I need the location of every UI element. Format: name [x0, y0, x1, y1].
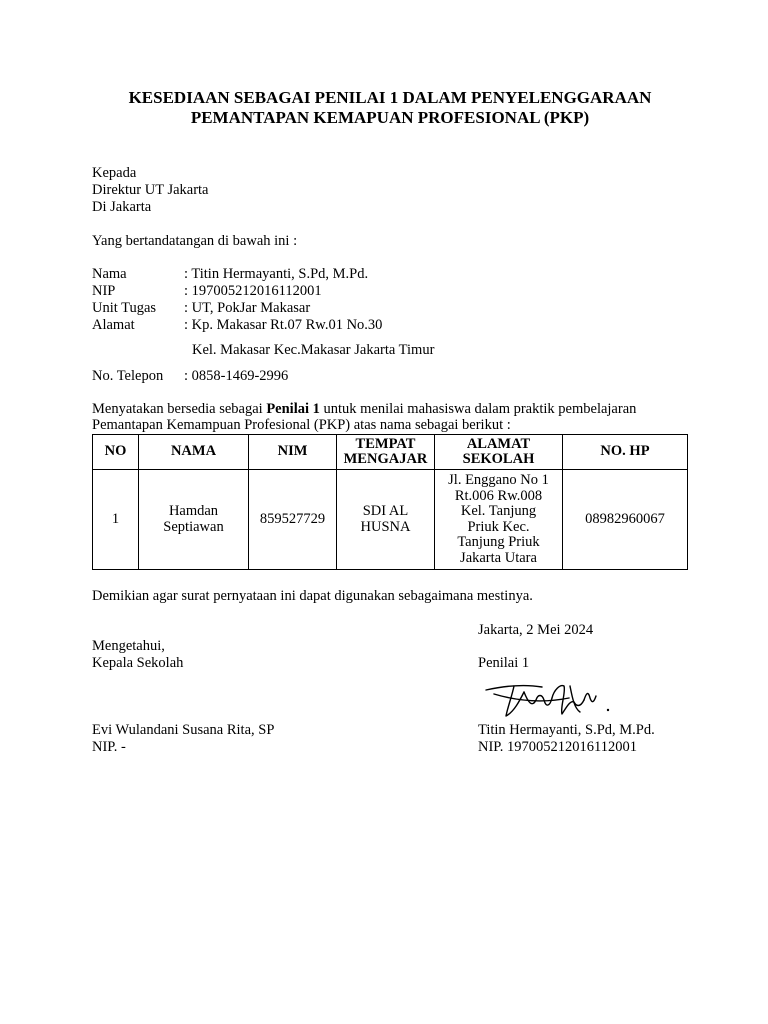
- nama-value: : Titin Hermayanti, S.Pd, M.Pd.: [184, 266, 369, 282]
- mengetahui-label: Mengetahui,: [92, 638, 165, 654]
- cell-no: 1: [93, 470, 139, 570]
- header-tempat-line-2: MENGAJAR: [343, 451, 428, 467]
- header-nama: NAMA: [139, 435, 249, 470]
- recipient-line-1: Kepada: [92, 165, 137, 181]
- unit-label: Unit Tugas: [92, 300, 157, 316]
- alamat-label: Alamat: [92, 317, 135, 333]
- title-line-2: PEMANTAPAN KEMAPUAN PROFESIONAL (PKP): [190, 108, 590, 127]
- nama-label: Nama: [92, 266, 127, 282]
- kepala-sekolah-nip: NIP. -: [92, 739, 126, 755]
- alamat-value: : Kp. Makasar Rt.07 Rw.01 No.30: [184, 317, 383, 333]
- cell-tempat-line-1: SDI AL: [362, 503, 409, 519]
- nip-value: : 197005212016112001: [184, 283, 322, 299]
- handwritten-signature: [484, 678, 614, 728]
- statement-bold: Penilai 1: [266, 401, 320, 417]
- cell-hp: 08982960067: [563, 470, 688, 570]
- unit-value: : UT, PokJar Makasar: [184, 300, 311, 316]
- header-no-hp: NO. HP: [563, 435, 688, 470]
- cell-alamat-line-4: Priuk Kec.: [467, 518, 530, 535]
- telepon-value: : 0858-1469-2996: [184, 368, 289, 384]
- cell-nama-line-1: Hamdan: [168, 503, 219, 519]
- cell-alamat: [435, 470, 563, 570]
- cell-alamat-line-5: Tanjung Priuk: [457, 534, 540, 550]
- header-nim: NIM: [249, 435, 337, 470]
- statement-after: untuk menilai mahasiswa dalam praktik pembelajaran: [319, 401, 637, 417]
- document-title: [60, 88, 720, 128]
- closing-text: Demikian agar surat pernyataan ini dapat digunakan sebagaimana mestinya.: [92, 588, 533, 604]
- header-no: NO: [93, 435, 139, 470]
- cell-nim: 859527729: [249, 470, 337, 570]
- statement-before: Menyatakan bersedia sebagai: [92, 401, 267, 417]
- intro-text: Yang bertandatangan di bawah ini :: [92, 233, 298, 249]
- table-row: [93, 470, 688, 570]
- penilai-nip: NIP. 197005212016112001: [478, 739, 637, 755]
- header-tempat-mengajar: [337, 435, 435, 470]
- cell-tempat: [337, 470, 435, 570]
- cell-alamat-line-2: Rt.006 Rw.008: [454, 487, 543, 504]
- header-alamat-sekolah: [435, 435, 563, 470]
- statement-line-2: Pemantapan Kemampuan Profesional (PKP) atas nama sebagai berikut :: [92, 417, 511, 433]
- cell-alamat-line-3: Kel. Tanjung: [460, 503, 537, 519]
- kepala-sekolah-name: Evi Wulandani Susana Rita, SP: [92, 722, 275, 738]
- penilai-name: Titin Hermayanti, S.Pd, M.Pd.: [478, 722, 655, 738]
- title-line-1: KESEDIAAN SEBAGAI PENILAI 1 DALAM PENYELENGGARAAN: [128, 88, 652, 107]
- header-tempat-line-1: TEMPAT: [355, 435, 416, 452]
- nip-label: NIP: [92, 283, 116, 299]
- recipient-line-2: Direktur UT Jakarta: [92, 182, 209, 198]
- table-header-row: [93, 435, 688, 470]
- cell-alamat-line-1: Jl. Enggano No 1: [448, 472, 549, 488]
- cell-tempat-line-2: HUSNA: [360, 518, 411, 535]
- kepala-sekolah-label: Kepala Sekolah: [92, 655, 184, 671]
- header-alamat-line-1: ALAMAT: [466, 435, 531, 452]
- cell-nama-line-2: Septiawan: [163, 518, 224, 535]
- student-table: [92, 434, 688, 570]
- penilai-label: Penilai 1: [478, 655, 530, 671]
- cell-nama: [139, 470, 249, 570]
- header-alamat-line-2: SEKOLAH: [462, 451, 535, 467]
- recipient-line-3: Di Jakarta: [92, 199, 152, 215]
- place-date: Jakarta, 2 Mei 2024: [478, 622, 594, 638]
- statement-line-1: [92, 401, 636, 418]
- alamat-value-line-2: Kel. Makasar Kec.Makasar Jakarta Timur: [192, 342, 435, 358]
- telepon-label: No. Telepon: [92, 368, 164, 384]
- cell-alamat-line-6: Jakarta Utara: [460, 549, 537, 566]
